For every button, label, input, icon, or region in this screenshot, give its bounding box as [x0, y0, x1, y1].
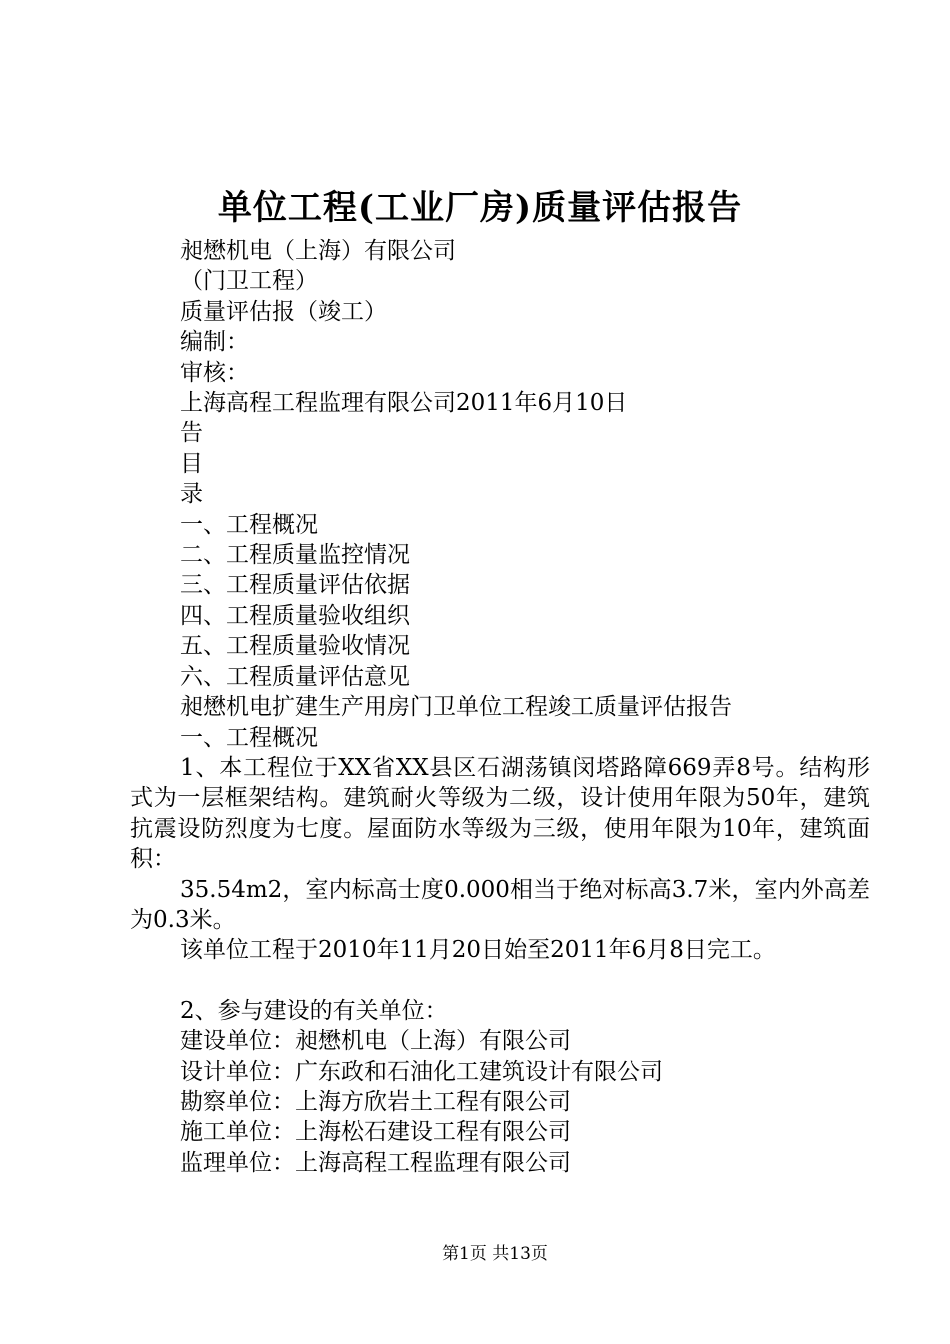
- toc-item: 四、工程质量验收组织: [180, 602, 410, 629]
- unit-line: 设计单位：广东政和石油化工建筑设计有限公司: [180, 1058, 663, 1085]
- paragraph: 35.54m2，室内标高士度0.000相当于绝对标高3.7米，室内外高差为0.3米。: [130, 876, 870, 933]
- cover-line: 编制：: [180, 329, 249, 356]
- toc-item: 二、工程质量监控情况: [180, 542, 410, 569]
- report-title: 昶懋机电扩建生产用房门卫单位工程竣工质量评估报告: [180, 694, 732, 721]
- paragraph: 2、参与建设的有关单位：: [180, 997, 448, 1024]
- toc-item: 一、工程概况: [180, 511, 318, 538]
- document-title: 单位工程(工业厂房)质量评估报告: [217, 188, 743, 228]
- cover-line: 录: [180, 481, 203, 508]
- cover-line: 质量评估报（竣工）: [180, 298, 387, 325]
- cover-line: 昶懋机电（上海）有限公司: [180, 238, 456, 264]
- page-footer: 第1页 共13页: [442, 1244, 548, 1264]
- document-body: [130, 236, 870, 1178]
- paragraph: 该单位工程于2010年11月20日始至2011年6月8日完工。: [180, 937, 776, 964]
- section-heading: 一、工程概况: [180, 724, 318, 751]
- cover-line: （门卫工程）: [180, 268, 318, 295]
- toc-item: 五、工程质量验收情况: [180, 633, 410, 660]
- unit-line: 建设单位：昶懋机电（上海）有限公司: [180, 1028, 571, 1055]
- cover-line: 告: [180, 420, 203, 447]
- blank-line: [130, 966, 870, 996]
- unit-line: 施工单位：上海松石建设工程有限公司: [180, 1119, 571, 1146]
- cover-line: 上海高程工程监理有限公司2011年6月10日: [180, 390, 628, 417]
- toc-item: 六、工程质量评估意见: [180, 663, 410, 690]
- cover-line: 目: [180, 450, 203, 477]
- cover-line: 审核：: [180, 359, 249, 386]
- unit-line: 监理单位：上海高程工程监理有限公司: [180, 1149, 571, 1176]
- unit-line: 勘察单位：上海方欣岩土工程有限公司: [180, 1088, 571, 1115]
- toc-item: 三、工程质量评估依据: [180, 572, 410, 599]
- paragraph: 1、本工程位于XX省XX县区石湖荡镇闵塔路障669弄8号。结构形式为一层框架结构。建筑耐火等级为二级，设计使用年限为50年，建筑抗震设防烈度为七度。屋面防水等级为三级，使用年限为10年，建筑面积：: [130, 754, 870, 873]
